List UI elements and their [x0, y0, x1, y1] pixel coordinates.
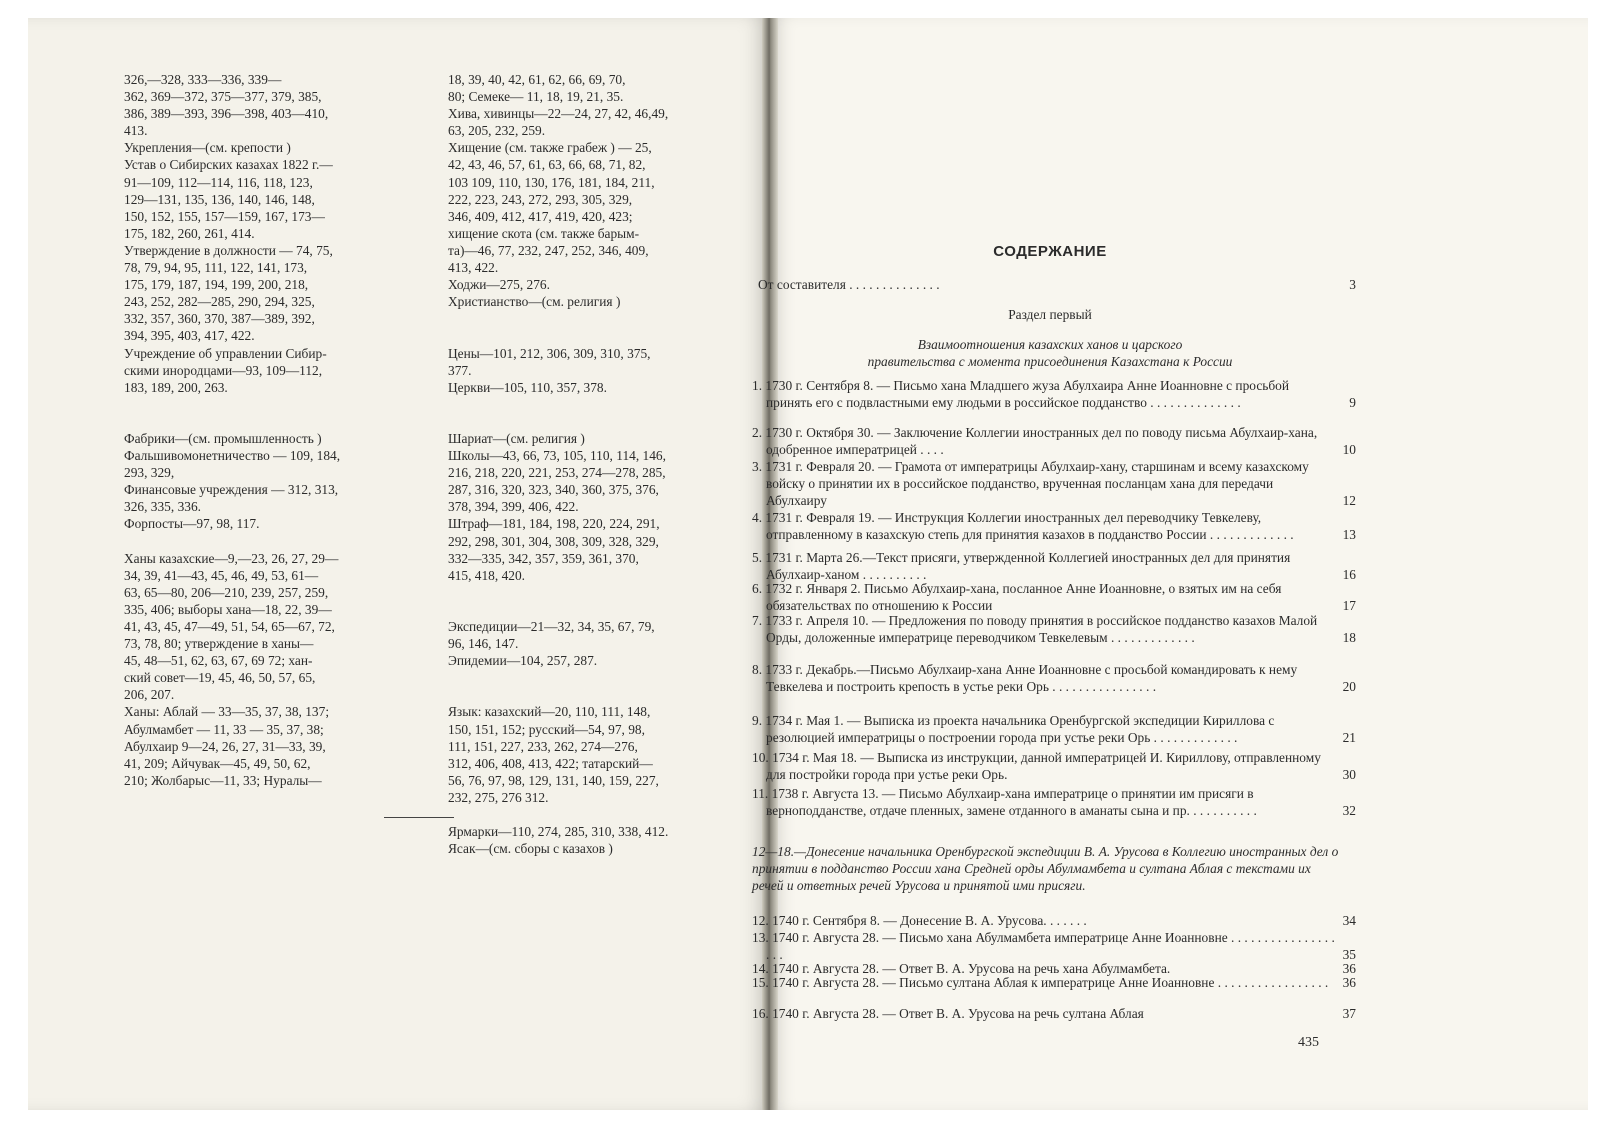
- index-line: 326, 335, 336.: [124, 499, 201, 515]
- toc-entry: [752, 377, 1356, 411]
- index-line: 332, 357, 360, 370, 387—389, 392,: [124, 311, 315, 327]
- index-line: Фальшивомонетничество — 109, 184,: [124, 448, 341, 464]
- index-line: 183, 189, 200, 263.: [124, 379, 228, 395]
- toc-entry: [752, 785, 1356, 819]
- toc-entry: [752, 661, 1356, 695]
- index-line: 210; Жолбарыс—11, 33; Нуралы—: [124, 772, 322, 788]
- index-line: Хищение (см. также грабеж ) — 25,: [448, 140, 652, 156]
- index-line: Хива, хивинцы—22—24, 27, 42, 46,49,: [448, 106, 669, 122]
- index-line: [448, 396, 730, 413]
- toc-entry-text: 8. 1733 г. Декабрь.—Письмо Абулхаир-хана Анне Иоанновне с просьбой командировать к нему Тевкелева и построить крепость в устье реки Орь . . . . . . . . . . . . . . . .: [752, 662, 1298, 694]
- toc-entry-page: 20: [1342, 679, 1356, 694]
- toc-entry: [752, 712, 1356, 746]
- toc-entry-page: 34: [1342, 913, 1356, 928]
- toc-entry-text: 9. 1734 г. Мая 1. — Выписка из проекта начальника Оренбургской экспедиции Кириллова с резолюцией императрицы о построении города при устье реки Орь . . . . . . . . . . . . .: [752, 713, 1275, 745]
- toc-entry: [752, 974, 1356, 991]
- index-line: 129—131, 135, 136, 140, 146, 148,: [124, 191, 315, 207]
- index-line: Экспедиции—21—32, 34, 35, 67, 79,: [448, 619, 655, 634]
- index-line: Абулмамбет — 11, 33 — 35, 37, 38;: [124, 721, 324, 737]
- index-line: [124, 413, 408, 430]
- index-line: Язык: казахский—20, 110, 111, 148,: [448, 704, 651, 720]
- index-line: Цены—101, 212, 306, 309, 310, 375,: [448, 345, 651, 361]
- toc-entry: [752, 929, 1356, 963]
- index-line: 413.: [124, 123, 148, 139]
- toc-entry-text: 16. 1740 г. Августа 28. — Ответ В. А. Урусова на речь султана Аблая: [752, 1006, 1144, 1021]
- index-line: 91—109, 112—114, 116, 118, 123,: [124, 174, 313, 190]
- index-line: 18, 39, 40, 42, 61, 62, 66, 69, 70,: [448, 72, 626, 87]
- toc-entry-page: 21: [1342, 730, 1356, 745]
- toc-entry-page: 30: [1342, 767, 1356, 782]
- index-line: Ярмарки—110, 274, 285, 310, 338, 412.: [448, 824, 669, 840]
- index-line: 41, 43, 45, 47—49, 51, 54, 65—67, 72,: [124, 619, 335, 634]
- index-line: 287, 316, 320, 323, 340, 360, 375, 376,: [448, 482, 659, 498]
- toc-entry-text: 6. 1732 г. Января 2. Письмо Абулхаир-хана, посланное Анне Иоанновне, о взятых им на себя обязательствах по отношению к России: [752, 581, 1282, 613]
- index-line: 346, 409, 412, 417, 419, 420, 423;: [448, 208, 633, 224]
- toc-entry: [752, 1005, 1356, 1022]
- index-line: [448, 327, 730, 344]
- index-line: Штраф—181, 184, 198, 220, 224, 291,: [448, 516, 660, 532]
- index-line: хищение скота (см. также барым-: [448, 225, 640, 241]
- index-line: Устав о Сибирских казахах 1822 г.—: [124, 157, 333, 173]
- toc-entry-text: 12. 1740 г. Сентября 8. — Донесение В. А. Урусова. . . . . . .: [752, 913, 1087, 928]
- toc-intro: [752, 276, 1356, 293]
- index-line: 96, 146, 147.: [448, 636, 519, 652]
- index-line: 243, 252, 282—285, 290, 294, 325,: [124, 294, 315, 310]
- index-line: 394, 395, 403, 417, 422.: [124, 328, 255, 344]
- index-column-2: [448, 71, 730, 857]
- toc-entry-text: 2. 1730 г. Октября 30. — Заключение Коллегии иностранных дел по поводу письма Абулхаир-хана, одобренное императрицей . . . .: [752, 425, 1318, 457]
- index-line: 175, 182, 260, 261, 414.: [124, 225, 255, 241]
- toc-entry-text: 7. 1733 г. Апреля 10. — Предложения по поводу принятия в российское подданство казахов Малой Орды, доложенные императрице переводчиком Тевкелевым . . . . . . . . . . . . .: [752, 613, 1318, 645]
- toc-entry-text: 5. 1731 г. Марта 26.—Текст присяги, утвержденной Коллегией иностранных дел для принятия Абулхаир-ханом . . . . . . . . . .: [752, 550, 1291, 582]
- index-line: 34, 39, 41—43, 45, 46, 49, 53, 61—: [124, 567, 319, 583]
- page-number: 435: [1298, 1035, 1319, 1050]
- toc-entry: [752, 549, 1356, 583]
- index-line: 413, 422.: [448, 260, 499, 276]
- toc-entry: [752, 912, 1356, 929]
- toc-entry-text: 4. 1731 г. Февраля 19. — Инструкция Коллегии иностранных дел переводчику Тевкелеву, отправленному в казахскую степь для принятия казахов в подданство России . . . . . . . . . . . . .: [752, 510, 1294, 542]
- index-line: ский совет—19, 45, 46, 50, 57, 65,: [124, 670, 316, 686]
- index-line: 378, 394, 399, 406, 422.: [448, 499, 579, 515]
- index-line: Ходжи—275, 276.: [448, 277, 550, 293]
- index-line: 41, 209; Айчувак—45, 49, 50, 62,: [124, 755, 311, 771]
- index-line: Церкви—105, 110, 357, 378.: [448, 379, 607, 395]
- index-line: Утверждение в должности — 74, 75,: [124, 242, 333, 258]
- index-line: 111, 151, 227, 233, 262, 274—276,: [448, 738, 638, 754]
- toc-intro-text: От составителя . . . . . . . . . . . . . .: [758, 277, 940, 292]
- index-line: Ясак—(см. сборы с казахов ): [448, 841, 613, 857]
- index-line: Учреждение об управлении Сибир-: [124, 345, 327, 361]
- toc-entry-text: 10. 1734 г. Мая 18. — Выписка из инструкции, данной императрицей И. Кириллову, отправленному для постройки города при устье реки Орь.: [752, 750, 1321, 782]
- index-line: 415, 418, 420.: [448, 567, 525, 583]
- index-line: 103 109, 110, 130, 176, 181, 184, 211,: [448, 174, 655, 190]
- index-line: [124, 533, 408, 550]
- index-line: 73, 78, 80; утверждение в ханы—: [124, 636, 314, 652]
- toc-group-heading: 12—18.—Донесение начальника Оренбургской экспедиции В. А. Урусова в Коллегию иностранных дел о принятии в подданство России хана Средней орды Абулмамбета и султана Аблая с текстами их речей и ответных речей Урусова и принятой ими присяги.: [752, 844, 1339, 893]
- index-line: 293, 329,: [124, 465, 175, 481]
- index-line: Эпидемии—104, 257, 287.: [448, 653, 598, 669]
- toc-entry-text: 14. 1740 г. Августа 28. — Ответ В. А. Урусова на речь хана Абулмамбета.: [752, 961, 1171, 976]
- index-line: 206, 207.: [124, 687, 175, 703]
- index-line: Школы—43, 66, 73, 105, 110, 114, 146,: [448, 448, 666, 464]
- index-line: 63, 65—80, 206—210, 239, 257, 259,: [124, 584, 329, 600]
- index-line: 232, 275, 276 312.: [448, 789, 549, 805]
- toc-entry-page: 12: [1342, 493, 1356, 508]
- index-line: 150, 151, 152; русский—54, 97, 98,: [448, 721, 645, 737]
- toc-entry-text: 3. 1731 г. Февраля 20. — Грамота от императрицы Абулхаир-хану, старшинам и всему казахскому войску о принятии их в российское подданство, врученная посланцам хана для передачи Абулхаиру: [752, 459, 1309, 508]
- index-line: [448, 584, 730, 601]
- index-line: Финансовые учреждения — 312, 313,: [124, 482, 339, 498]
- toc-entry-text: 1. 1730 г. Сентября 8. — Письмо хана Младшего жуза Абулхаира Анне Иоанновне с просьбой принять его с подвластными ему людьми в российское подданство . . . . . . . . . . . . . .: [752, 378, 1290, 410]
- index-line: [448, 601, 730, 618]
- end-rule: [384, 817, 454, 818]
- toc-entry-text: 13. 1740 г. Августа 28. — Письмо хана Абулмамбета императрице Анне Иоанновне . . . . . . . . . . . . . . . . . . .: [752, 930, 1335, 962]
- index-line: Фабрики—(см. промышленность ): [124, 430, 322, 446]
- index-line: 63, 205, 232, 259.: [448, 123, 546, 139]
- index-line: 386, 389—393, 396—398, 403—410,: [124, 106, 329, 122]
- toc-entry-page: 18: [1342, 630, 1356, 645]
- index-line: 335, 406; выборы хана—18, 22, 39—: [124, 601, 332, 617]
- toc-entry: [752, 749, 1356, 783]
- toc-entry-page: 35: [1342, 947, 1356, 962]
- index-line: 216, 218, 220, 221, 253, 274—278, 285,: [448, 465, 666, 481]
- toc-entry-page: 9: [1349, 395, 1356, 410]
- section-subtitle-1: Взаимоотношения казахских ханов и царского: [917, 337, 1183, 352]
- toc-entry-page: 17: [1342, 598, 1356, 613]
- index-line: Христианство—(см. религия ): [448, 294, 621, 310]
- index-line: 377.: [448, 362, 472, 378]
- index-line: 362, 369—372, 375—377, 379, 385,: [124, 89, 322, 105]
- toc-entry-text: 11. 1738 г. Августа 13. — Письмо Абулхаир-хана императрице о принятии им присяги в верноподданстве, отдаче пленных, замене отданного в аманаты сына и пр. . . . . . . . . . .: [752, 786, 1257, 818]
- index-line: та)—46, 77, 232, 247, 252, 346, 409,: [448, 242, 649, 258]
- index-line: [448, 669, 730, 686]
- toc-entry: [752, 509, 1356, 543]
- toc-entry: [752, 612, 1356, 646]
- index-line: [448, 310, 730, 327]
- index-line: Форпосты—97, 98, 117.: [124, 516, 260, 532]
- index-line: 292, 298, 301, 304, 308, 309, 328, 329,: [448, 533, 659, 549]
- index-line: [448, 686, 730, 703]
- index-line: 175, 179, 187, 194, 199, 200, 218,: [124, 277, 309, 293]
- toc-entry: [752, 580, 1356, 614]
- toc-entry-page: 13: [1342, 527, 1356, 542]
- index-line: 80; Семеке— 11, 18, 19, 21, 35.: [448, 89, 624, 105]
- toc-entry: [752, 458, 1356, 509]
- index-line: Абулхаир 9—24, 26, 27, 31—33, 39,: [124, 738, 326, 754]
- index-line: 312, 406, 408, 413, 422; татарский—: [448, 755, 653, 771]
- index-line: [448, 413, 730, 430]
- index-line: Ханы: Аблай — 33—35, 37, 38, 137;: [124, 704, 330, 720]
- section-title: Раздел первый: [1008, 307, 1092, 322]
- toc-title: СОДЕРЖАНИЕ: [993, 243, 1107, 260]
- toc-entry: [752, 424, 1356, 458]
- index-line: [124, 396, 408, 413]
- toc-entry-page: 37: [1342, 1006, 1356, 1021]
- index-line: скими инородцами—93, 109—112,: [124, 362, 323, 378]
- index-line: 45, 48—51, 62, 63, 67, 69 72; хан-: [124, 653, 313, 669]
- index-line: 326,—328, 333—336, 339—: [124, 72, 282, 87]
- index-line: 332—335, 342, 357, 359, 361, 370,: [448, 550, 639, 566]
- index-line: [448, 806, 730, 823]
- index-line: 42, 43, 46, 57, 61, 63, 66, 68, 71, 82,: [448, 157, 646, 173]
- index-line: 56, 76, 97, 98, 129, 131, 140, 159, 227,: [448, 772, 659, 788]
- index-line: 222, 223, 243, 272, 293, 305, 329,: [448, 191, 633, 207]
- toc-intro-page: 3: [1349, 277, 1356, 292]
- index-line: Шариат—(см. религия ): [448, 430, 585, 446]
- index-line: 78, 79, 94, 95, 111, 122, 141, 173,: [124, 260, 308, 276]
- section-subtitle-2: правительства с момента присоединения Казахстана к России: [867, 354, 1233, 369]
- index-column-1: [124, 71, 408, 789]
- toc-entry-page: 32: [1342, 803, 1356, 818]
- index-line: Ханы казахские—9,—23, 26, 27, 29—: [124, 550, 339, 566]
- index-line: Укрепления—(см. крепости ): [124, 140, 291, 156]
- index-line: 150, 152, 155, 157—159, 167, 173—: [124, 208, 325, 224]
- toc-entry-page: 36: [1342, 975, 1356, 990]
- toc-entry-text: 15. 1740 г. Августа 28. — Письмо султана Аблая к императрице Анне Иоанновне . . . . . . . . . . . . . . . . .: [752, 975, 1329, 990]
- toc-entry-page: 36: [1342, 961, 1356, 976]
- toc-entry-page: 16: [1342, 567, 1356, 582]
- toc-entry-page: 10: [1342, 442, 1356, 457]
